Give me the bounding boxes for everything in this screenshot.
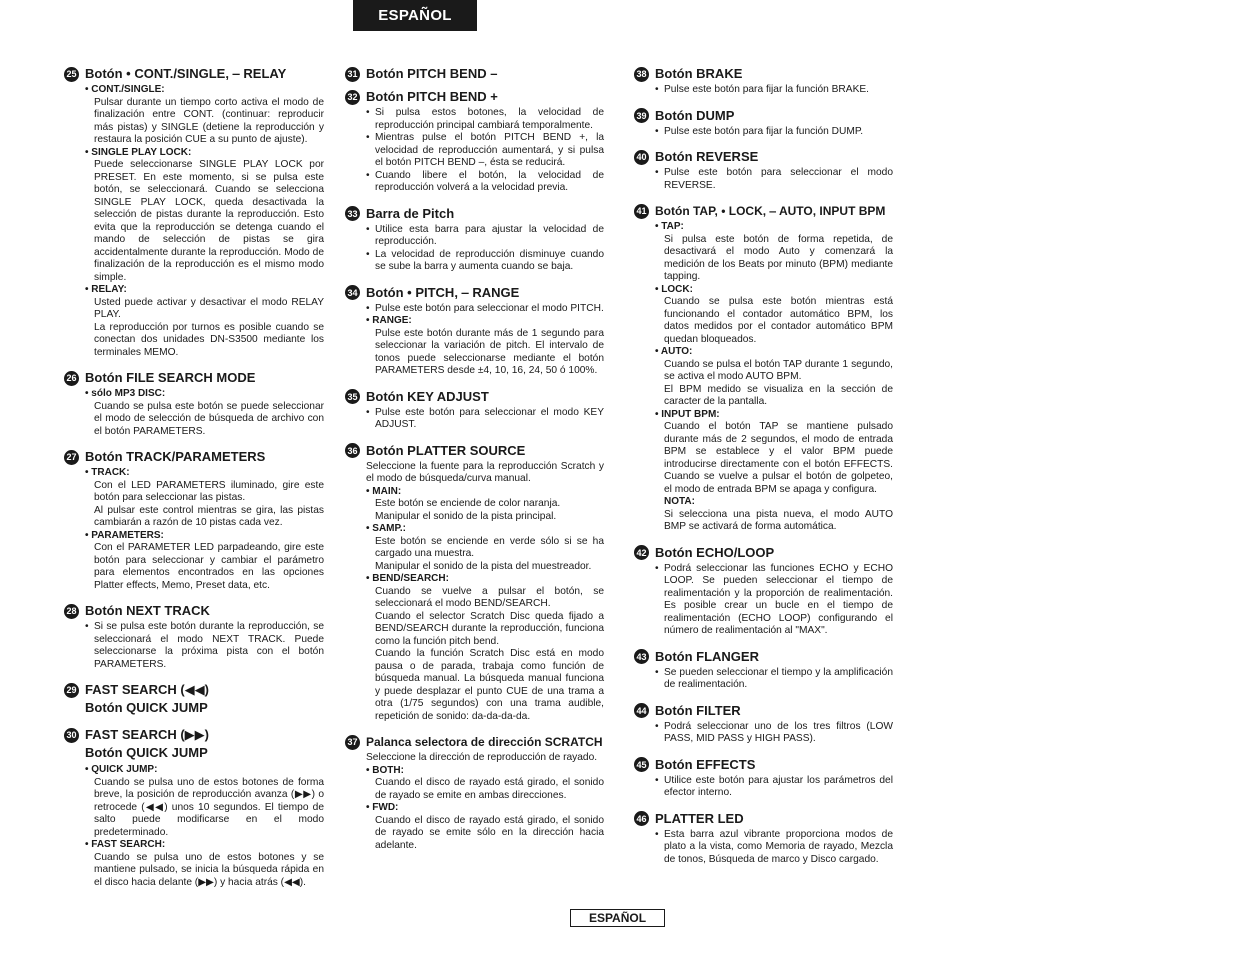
section-number-badge: 35: [345, 389, 360, 404]
paragraph: Al pulsar este control mientras se gira, las pistas cambiarán a razón de 10 pistas cada vez.: [94, 504, 324, 528]
bullet-icon: •: [85, 621, 89, 632]
bullet-item: • Utilice este botón para ajustar los parámetros del efector interno.: [655, 774, 893, 798]
section-title: FAST SEARCH (◀◀): [85, 682, 209, 697]
paragraph: Seleccione la fuente para la reproducción Scratch y el modo de búsqueda/curva manual.: [366, 460, 604, 484]
section-43: [634, 649, 893, 692]
section-title: Botón BRAKE: [655, 66, 743, 81]
section-34: [345, 285, 604, 378]
bullet-item: • Se pueden seleccionar el tiempo y la amplificación de realimentación.: [655, 666, 893, 690]
bullet-icon: •: [655, 167, 659, 178]
section-31: [345, 66, 604, 82]
section-title: Botón ECHO/LOOP: [655, 544, 775, 560]
section-title: Botón • PITCH, ‒ RANGE: [366, 284, 520, 300]
bullet-icon: •: [366, 107, 370, 118]
section-32: [345, 89, 604, 195]
paragraph: Con el PARAMETER LED parpadeando, gire este botón para seleccionar y cambiar el parámetro para elementos encontrados en las opciones Platter effects, Memo, Preset data, etc.: [94, 542, 324, 591]
sub-heading: • SINGLE PLAY LOCK:: [85, 146, 192, 158]
sub-heading: • sólo MP3 DISC:: [85, 388, 166, 399]
sub-heading: • LOCK:: [655, 283, 693, 295]
sub-heading: • FWD:: [366, 802, 399, 813]
section-number-badge: 26: [64, 371, 79, 386]
paragraph: Cuando se pulsa este botón mientras está funcionando el contador automático BPM, los datos medidos por el contador automático BPM quedan bloqueados.: [664, 296, 893, 345]
column-3: [634, 66, 893, 877]
bullet-item: • Utilice esta barra para ajustar la velocidad de reproducción.: [366, 223, 604, 247]
bullet-icon: •: [366, 302, 370, 314]
note-label: NOTA:: [664, 496, 695, 507]
paragraph: Pulse este botón durante más de 1 segundo para seleccionar la variación de pitch. El intervalo de tonos puede seleccionarse mediante el botón PARAMETERS desde ±4, 10, 16, 24, 50 ó 100%.: [375, 327, 604, 376]
bullet-icon: •: [655, 562, 659, 574]
sub-heading: • INPUT BPM:: [655, 408, 720, 420]
section-number-badge: 38: [634, 67, 649, 82]
sub-heading: • SAMP.:: [366, 523, 406, 534]
section-title: Botón FILTER: [655, 702, 741, 718]
paragraph: Si selecciona una pista nueva, el modo AUTO BMP se activará de forma automática.: [664, 508, 893, 532]
section-41: [634, 203, 893, 534]
bullet-item: • Cuando libere el botón, la velocidad de reproducción volverá a la velocidad previa.: [366, 169, 604, 193]
section-45: [634, 757, 893, 800]
bullet-item: • Podrá seleccionar uno de los tres filtros (LOW PASS, MID PASS y HIGH PASS).: [655, 720, 893, 744]
section-25: [64, 66, 324, 359]
sub-heading: • FAST SEARCH:: [85, 839, 166, 850]
sub-heading: • BEND/SEARCH:: [366, 573, 449, 584]
bullet-icon: •: [366, 223, 370, 235]
section-title: Botón PLATTER SOURCE: [366, 442, 526, 458]
section-number-badge: 36: [345, 443, 360, 458]
bullet-item: • Si pulsa estos botones, la velocidad de reproducción principal cambiará temporalmente.: [366, 107, 604, 131]
section-number-badge: 37: [345, 735, 360, 750]
section-number-badge: 33: [345, 206, 360, 221]
section-39: [634, 108, 893, 139]
bullet-item: • Pulse este botón para fijar la función BRAKE.: [655, 84, 869, 95]
paragraph: Manipular el sonido de la pista principal.: [375, 510, 557, 522]
section-number-badge: 40: [634, 150, 649, 165]
bullet-icon: •: [655, 774, 659, 786]
paragraph: Con el LED PARAMETERS iluminado, gire este botón para seleccionar las pistas.: [94, 479, 324, 503]
bullet-icon: •: [655, 828, 659, 840]
section-title: Botón KEY ADJUST: [366, 388, 489, 404]
paragraph: Cuando el selector Scratch Disc queda fijado a BEND/SEARCH durante la reproducción, funciona como la función pitch bend.: [375, 610, 604, 647]
section-40: [634, 149, 893, 192]
section-number-badge: 45: [634, 757, 649, 772]
bullet-icon: •: [366, 169, 370, 181]
section-44: [634, 703, 893, 746]
sub-heading: • TAP:: [655, 221, 684, 232]
section-title: PLATTER LED: [655, 810, 744, 826]
section-title: Palanca selectora de dirección SCRATCH: [366, 735, 603, 749]
section-30: [64, 727, 324, 889]
sub-heading: • TRACK:: [85, 467, 130, 478]
paragraph: Manipular el sonido de la pista del muestreador.: [375, 560, 592, 572]
section-title-secondary: Botón QUICK JUMP: [85, 700, 208, 715]
paragraph: El BPM medido se visualiza en la sección de caracter de la pantalla.: [664, 383, 893, 407]
section-title: Botón REVERSE: [655, 149, 759, 164]
bullet-item: • Pulse este botón para seleccionar el modo KEY ADJUST.: [366, 406, 604, 430]
section-number-badge: 39: [634, 108, 649, 123]
section-title: Botón PITCH BEND –: [366, 66, 498, 81]
paragraph: Puede seleccionarse SINGLE PLAY LOCK por PRESET. En este momento, si se pulsa este botón, se seleccionará. Cuando se selecciona SINGLE PLAY LOCK, queda desactivada la selección de pistas durante la reproducción. Esto evita que la reproducción se detenga cuando el mando de selección de pistas se gira accidentalmente durante la reproducción. Modo de finalización de la reproducción es el mismo modo simple.: [94, 159, 324, 283]
section-42: [634, 545, 893, 638]
section-number-badge: 25: [64, 67, 79, 82]
paragraph: Cuando el disco de rayado está girado, el sonido de rayado se emite en ambas direcciones.: [375, 777, 604, 801]
sub-heading: • BOTH:: [366, 764, 404, 776]
bullet-item: • Mientras pulse el botón PITCH BEND +, la velocidad de reproducción aumentará, y si pulsa el botón PITCH BEND –, ésta se reducirá.: [366, 132, 604, 168]
paragraph: Cuando se pulsa uno de estos botones y se mantiene pulsado, se inicia la búsqueda rápida en el disco hacia delante (▶▶) y hacia atrás (◀◀).: [94, 851, 324, 888]
section-number-badge: 44: [634, 703, 649, 718]
section-number-badge: 27: [64, 450, 79, 465]
paragraph: Este botón se enciende en verde sólo si se ha cargado una muestra.: [375, 535, 604, 559]
section-36: [345, 443, 604, 724]
section-title: Botón FILE SEARCH MODE: [85, 370, 256, 385]
section-title: Botón TAP, • LOCK, ‒ AUTO, INPUT BPM: [655, 204, 886, 218]
section-title: Botón • CONT./SINGLE, ‒ RELAY: [85, 66, 287, 81]
bullet-item: • Pulse este botón para seleccionar el modo PITCH.: [366, 302, 604, 314]
section-number-badge: 29: [64, 683, 79, 698]
section-number-badge: 32: [345, 90, 360, 105]
paragraph: Cuando se pulsa el botón TAP durante 1 segundo, se activa el modo AUTO BPM.: [664, 358, 893, 382]
paragraph: Cuando el botón TAP se mantiene pulsado durante más de 2 segundos, el modo de entrada BPM se establece y el valor BPM puede introducirse directamente con el botón EFFECTS. Cuando se vuelve a pulsar el botón de golpeteo, el modo de entrada BPM se apaga y configura.: [664, 421, 893, 495]
paragraph: Cuando la función Scratch Disc está en modo pausa o de parada, trabaja como función de búsqueda manual. La búsqueda manual funciona y puede desplazar el punto CUE de una trama a otra (1/75 segundos) con una trama audible, repetición de sonido: da-da-da-da.: [375, 648, 604, 722]
section-title: Botón TRACK/PARAMETERS: [85, 449, 266, 464]
section-33: [345, 206, 604, 274]
bullet-icon: •: [655, 125, 659, 137]
sub-heading: • PARAMETERS:: [85, 529, 164, 541]
language-tab-header: ESPAÑOL: [353, 0, 477, 31]
sub-heading: • RELAY:: [85, 284, 127, 295]
bullet-icon: •: [655, 720, 659, 732]
sub-heading: • RANGE:: [366, 315, 412, 326]
section-35: [345, 389, 604, 432]
section-number-badge: 30: [64, 728, 79, 743]
bullet-icon: •: [366, 132, 370, 143]
bullet-icon: •: [655, 84, 659, 95]
bullet-item: • La velocidad de reproducción disminuye cuando se sube la barra y aumenta cuando se baja.: [366, 248, 604, 272]
paragraph: Cuando se pulsa este botón se puede seleccionar el modo de selección de búsqueda de archivo con el botón PARAMETERS.: [94, 400, 324, 437]
section-number-badge: 41: [634, 204, 649, 219]
section-28: [64, 603, 324, 671]
bullet-icon: •: [366, 248, 370, 260]
section-title-secondary: Botón QUICK JUMP: [85, 745, 208, 760]
paragraph: Usted puede activar y desactivar el modo RELAY PLAY.: [94, 296, 324, 320]
sub-heading: • MAIN:: [366, 485, 402, 497]
section-title: FAST SEARCH (▶▶): [85, 727, 209, 742]
bullet-item: • Si se pulsa este botón durante la reproducción, se seleccionará el modo NEXT TRACK. Puede seleccionarse la próxima pista con el botón PARAMETERS.: [85, 621, 324, 670]
sub-heading: • AUTO:: [655, 346, 693, 357]
section-29: [64, 682, 324, 716]
section-title: Botón PITCH BEND +: [366, 89, 498, 104]
paragraph: Este botón se enciende de color naranja.: [375, 498, 561, 509]
section-number-badge: 42: [634, 545, 649, 560]
section-title: Botón NEXT TRACK: [85, 603, 210, 618]
paragraph: Seleccione la dirección de reproducción de rayado.: [366, 752, 598, 763]
bullet-item: • Esta barra azul vibrante proporciona modos de plato a la vista, como Memoria de rayado, Mezcla de tonos, Búsqueda de marco y Disco cargado.: [655, 828, 893, 865]
paragraph: Cuando se vuelve a pulsar el botón, se seleccionará el modo BEND/SEARCH.: [375, 585, 604, 609]
bullet-icon: •: [366, 406, 370, 418]
section-number-badge: 28: [64, 604, 79, 619]
section-27: [64, 449, 324, 592]
section-26: [64, 370, 324, 438]
paragraph: Si pulsa este botón de forma repetida, de desactivará el modo Auto y comenzará la medición de los Beats por minuto (BPM) mediante tapping.: [664, 233, 893, 282]
paragraph: Pulsar durante un tiempo corto activa el modo de finalización entre CONT. (continuar: reproducir más pistas) y SINGLE (detiene la reproducción y restaura la posición CUE a su punto de ajuste).: [94, 96, 324, 145]
section-number-badge: 43: [634, 649, 649, 664]
section-title: Botón EFFECTS: [655, 756, 756, 772]
language-tab-footer: ESPAÑOL: [570, 909, 665, 927]
bullet-item: • Pulse este botón para fijar la función DUMP.: [655, 125, 864, 137]
section-number-badge: 34: [345, 285, 360, 300]
section-title: Botón DUMP: [655, 107, 735, 123]
section-37: [345, 734, 604, 852]
paragraph: La reproducción por turnos es posible cuando se conectan dos unidades DN-S3500 mediante los terminales MEMO.: [94, 321, 324, 358]
section-46: [634, 811, 893, 867]
column-2: [345, 66, 604, 863]
section-38: [634, 66, 893, 97]
bullet-item: • Podrá seleccionar las funciones ECHO y ECHO LOOP. Se pueden seleccionar el tiempo de realimentación y la proporción de realimentación. Es posible crear un bucle en el tiempo de realimentación (ECHO LOOP) configurando el número de realimentación al "MAX".: [655, 562, 893, 636]
sub-heading: • CONT./SINGLE:: [85, 84, 165, 95]
column-1: [64, 66, 324, 900]
bullet-item: • Pulse este botón para seleccionar el modo REVERSE.: [655, 167, 893, 191]
section-number-badge: 46: [634, 811, 649, 826]
section-title: Botón FLANGER: [655, 648, 759, 664]
section-title: Barra de Pitch: [366, 205, 455, 221]
section-number-badge: 31: [345, 67, 360, 82]
paragraph: Cuando se pulsa uno de estos botones de forma breve, la posición de reproducción avanza (▶▶) o retrocede (◀◀) unos 10 segundos. El tiempo de salto puede modificarse en el modo predeterminado.: [94, 776, 324, 838]
bullet-icon: •: [655, 666, 659, 678]
paragraph: Cuando el disco de rayado está girado, el sonido de rayado se emite sólo en la dirección hacia adelante.: [375, 814, 604, 851]
sub-heading: • QUICK JUMP:: [85, 764, 158, 775]
